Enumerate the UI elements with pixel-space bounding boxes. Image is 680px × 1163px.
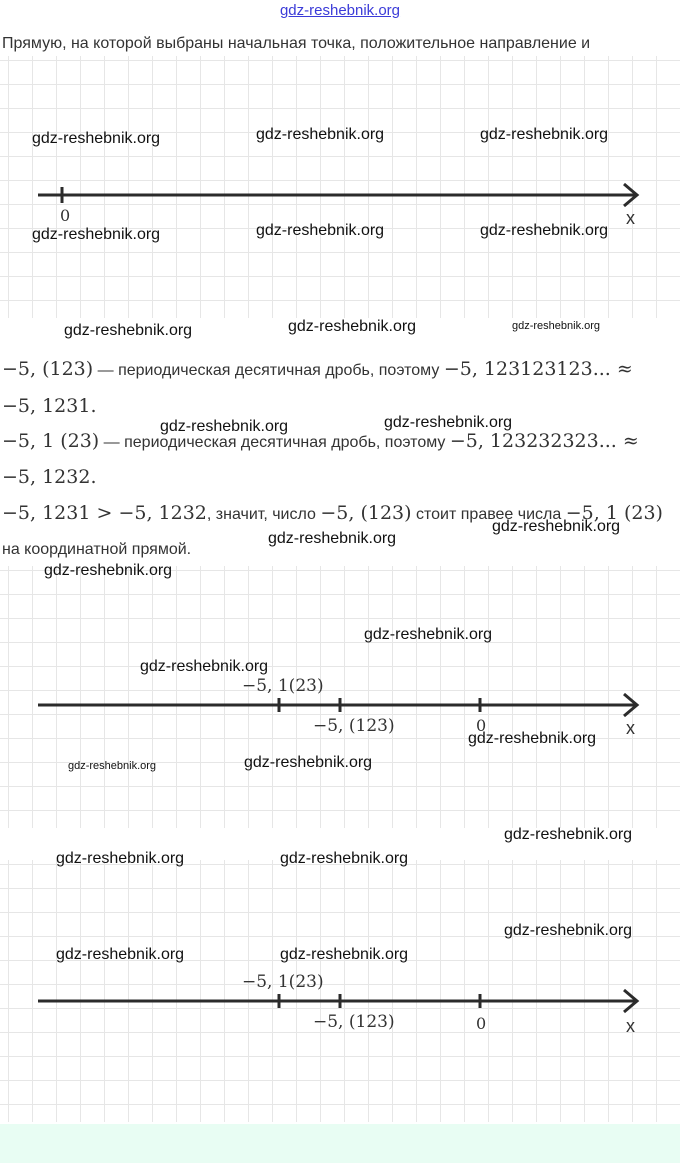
text-line-3: −5, 1231 > −5, 1232, значит, число −5, (123) стоит правее числа −5, 1 (23) — [2, 502, 663, 524]
label-b: −5, (123) — [313, 716, 395, 736]
watermark: gdz-reshebnik.org — [256, 126, 385, 143]
zero-label: 0 — [476, 716, 487, 735]
text-line-2: −5, 1 (23) — периодическая десятичная дробь, поэтому −5, 123232323... ≈ — [2, 430, 639, 452]
watermark: gdz-reshebnik.org — [160, 418, 289, 435]
watermark: gdz-reshebnik.org — [280, 850, 409, 867]
watermark: gdz-reshebnik.org — [56, 946, 185, 963]
axis-label: x — [626, 208, 635, 228]
watermark: gdz-reshebnik.org — [504, 826, 633, 843]
zero-label: 0 — [60, 206, 71, 225]
label-a: −5, 1(23) — [242, 676, 324, 696]
text-line-4: на координатной прямой. — [2, 541, 192, 558]
number-line-1 — [0, 56, 680, 318]
watermark: gdz-reshebnik.org — [268, 530, 397, 547]
watermark: gdz-reshebnik.org — [364, 626, 493, 643]
watermark: gdz-reshebnik.org — [468, 730, 597, 747]
number-line-grid-2 — [0, 566, 680, 828]
watermark: gdz-reshebnik.org — [492, 518, 621, 535]
axis-label: x — [626, 718, 635, 738]
number-line-grid-1 — [0, 56, 680, 318]
watermark: gdz-reshebnik.org — [64, 322, 193, 339]
axis-label: x — [626, 1016, 635, 1036]
label-a: −5, 1(23) — [242, 972, 324, 992]
watermark: gdz-reshebnik.org — [384, 414, 513, 431]
watermark: gdz-reshebnik.org — [140, 658, 269, 675]
watermark: gdz-reshebnik.org — [44, 562, 173, 579]
watermark: gdz-reshebnik.org — [32, 130, 161, 147]
intro-text: Прямую, на которой выбраны начальная точка, положительное направление и — [2, 35, 591, 52]
label-b: −5, (123) — [313, 1012, 395, 1032]
number-line-3 — [0, 860, 680, 1122]
watermark: gdz-reshebnik.org — [288, 318, 417, 335]
site-link[interactable]: gdz-reshebnik.org — [279, 2, 401, 19]
watermark: gdz-reshebnik.org — [480, 222, 609, 239]
watermark: gdz-reshebnik.org — [512, 320, 601, 332]
watermark: gdz-reshebnik.org — [68, 760, 157, 772]
text-line-2-result: −5, 1232. — [2, 466, 97, 488]
watermark: gdz-reshebnik.org — [480, 126, 609, 143]
watermark: gdz-reshebnik.org — [504, 922, 633, 939]
bottom-band — [0, 1124, 680, 1163]
watermark: gdz-reshebnik.org — [280, 946, 409, 963]
watermark: gdz-reshebnik.org — [256, 222, 385, 239]
text-line-1: −5, (123) — периодическая десятичная дробь, поэтому −5, 123123123... ≈ — [2, 358, 633, 380]
text-line-1-result: −5, 1231. — [2, 395, 97, 417]
watermark: gdz-reshebnik.org — [244, 754, 373, 771]
watermark: gdz-reshebnik.org — [56, 850, 185, 867]
number-line-grid-3 — [0, 860, 680, 1122]
zero-label: 0 — [476, 1014, 487, 1033]
watermark: gdz-reshebnik.org — [32, 226, 161, 243]
number-line-2 — [0, 566, 680, 828]
